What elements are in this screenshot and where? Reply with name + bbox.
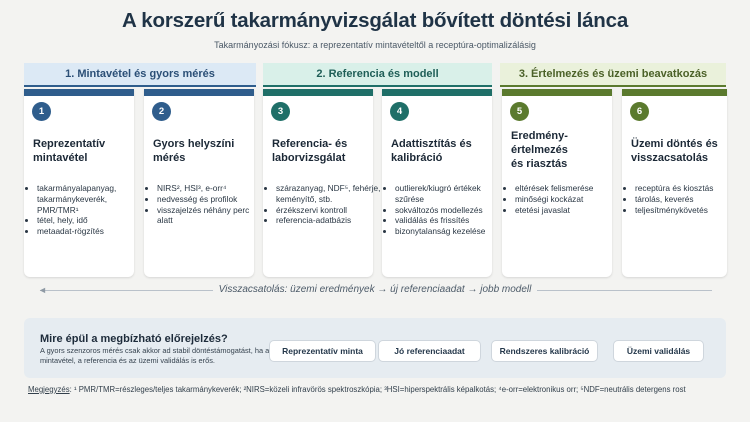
footnote-label: Megjegyzés	[28, 385, 70, 394]
list-item: • NIRS², HSI³, e-orr⁴	[157, 183, 262, 194]
page-title: A korszerű takarmányvizsgálat bővített döntési lánca	[121, 9, 629, 32]
list-item: • tétel, hely, idő	[37, 215, 142, 226]
footnote	[28, 385, 728, 395]
step-number-badge: 1	[32, 102, 51, 121]
card-topbar	[382, 89, 492, 96]
list-item: • receptúra és kiosztás	[635, 183, 733, 194]
step-number-badge: 5	[510, 102, 529, 121]
pill-operational-validation: Üzemi validálás	[613, 340, 704, 362]
card-title: Üzemi döntés és visszacsatolás	[631, 138, 718, 164]
step-card-4	[382, 89, 492, 277]
card-topbar	[263, 89, 373, 96]
step-card-6	[622, 89, 727, 277]
step-number-badge: 4	[390, 102, 409, 121]
card-title: Eredmény-értelmezés és riasztás	[511, 130, 568, 170]
list-item: • metaadat-rögzítés	[37, 226, 142, 237]
list-item: • validálás és frissítés	[395, 215, 500, 226]
step-card-5	[502, 89, 612, 277]
list-item: • tárolás, keverés	[635, 194, 733, 205]
list-item: • eltérések felismerése	[515, 183, 620, 194]
card-title: Referencia- és laborvizsgálat	[272, 138, 348, 164]
list-item: • nedvesség és profilok	[157, 194, 262, 205]
page-subtitle: Takarmányozási fókusz: a reprezentatív mintavételtől a receptúra-optimalizálásig	[214, 40, 536, 50]
phase-header-2	[263, 63, 492, 85]
step-number-badge: 3	[271, 102, 290, 121]
list-item: • visszajelzés néhány perc alatt	[157, 205, 262, 227]
phase-bar	[500, 85, 726, 87]
step-card-3	[263, 89, 381, 277]
card-title: Gyors helyszíni mérés	[153, 138, 235, 164]
list-item: • teljesítménykövetés	[635, 205, 733, 216]
phase-header-3	[500, 63, 726, 85]
card-list	[625, 183, 733, 215]
list-item: • sokváltozós modellezés	[395, 205, 500, 216]
phase-header-1	[24, 63, 256, 85]
panel-title: Mire épül a megbízható előrejelzés?	[40, 333, 228, 345]
phase-bar	[263, 85, 492, 87]
phase-label: 2. Referencia és modell	[316, 68, 439, 80]
card-topbar	[622, 89, 727, 96]
pill-reference-data: Jó referenciaadat	[378, 340, 481, 362]
arrow-left-icon: ◄	[38, 285, 47, 295]
card-list	[385, 183, 500, 237]
step-card-1	[24, 89, 134, 277]
list-item: • outlierek/kiugró értékek szűrése	[395, 183, 500, 205]
reliability-panel	[24, 318, 726, 378]
pill-regular-calibration: Rendszeres kalibráció	[491, 340, 598, 362]
list-item: • takarmányalapanyag, takarmánykeverék, PMR/TMR¹	[37, 183, 142, 215]
step-number-badge: 2	[152, 102, 171, 121]
card-list	[27, 183, 142, 237]
phase-label: 1. Mintavétel és gyors mérés	[65, 68, 215, 80]
list-item: • szárazanyag, NDF⁵, fehérje, keményítő, stb.	[276, 183, 381, 205]
list-item: • etetési javaslat	[515, 205, 620, 216]
list-item: • bizonytalanság kezelése	[395, 226, 500, 237]
list-item: • érzékszervi kontroll	[276, 205, 381, 216]
feedback-caption	[0, 284, 750, 295]
step-card-2	[144, 89, 254, 277]
pill-representative-sample: Reprezentatív minta	[269, 340, 376, 362]
phase-bar	[24, 85, 256, 87]
panel-text: A gyors szenzoros mérés csak akkor ad stabil döntéstámogatást, ha a mintavétel, a referencia és az üzemi validálás is erős.	[40, 346, 270, 365]
phase-label: 3. Értelmezés és üzemi beavatkozás	[518, 68, 708, 80]
card-topbar	[144, 89, 254, 96]
card-topbar	[502, 89, 612, 96]
card-list	[147, 183, 262, 226]
feedback-text: Visszacsatolás: üzemi eredmények → új referenciaadat → jobb modell	[213, 284, 538, 295]
footnote-text: : ¹ PMR/TMR=részleges/teljes takarmánykeverék; ²NIRS=közeli infravörös spektroszkópia; ³HSI=hiperspektrális képalkotás; ⁴e-orr=elektronikus orr; ⁵NDF=neutrális detergens rost	[69, 385, 686, 394]
card-list	[266, 183, 381, 226]
card-topbar	[24, 89, 134, 96]
step-number-badge: 6	[630, 102, 649, 121]
list-item: • referencia-adatbázis	[276, 215, 381, 226]
card-title: Adattisztítás és kalibráció	[391, 138, 472, 164]
card-list	[505, 183, 620, 215]
card-title: Reprezentatív mintavétel	[33, 138, 106, 164]
list-item: • minőségi kockázat	[515, 194, 620, 205]
